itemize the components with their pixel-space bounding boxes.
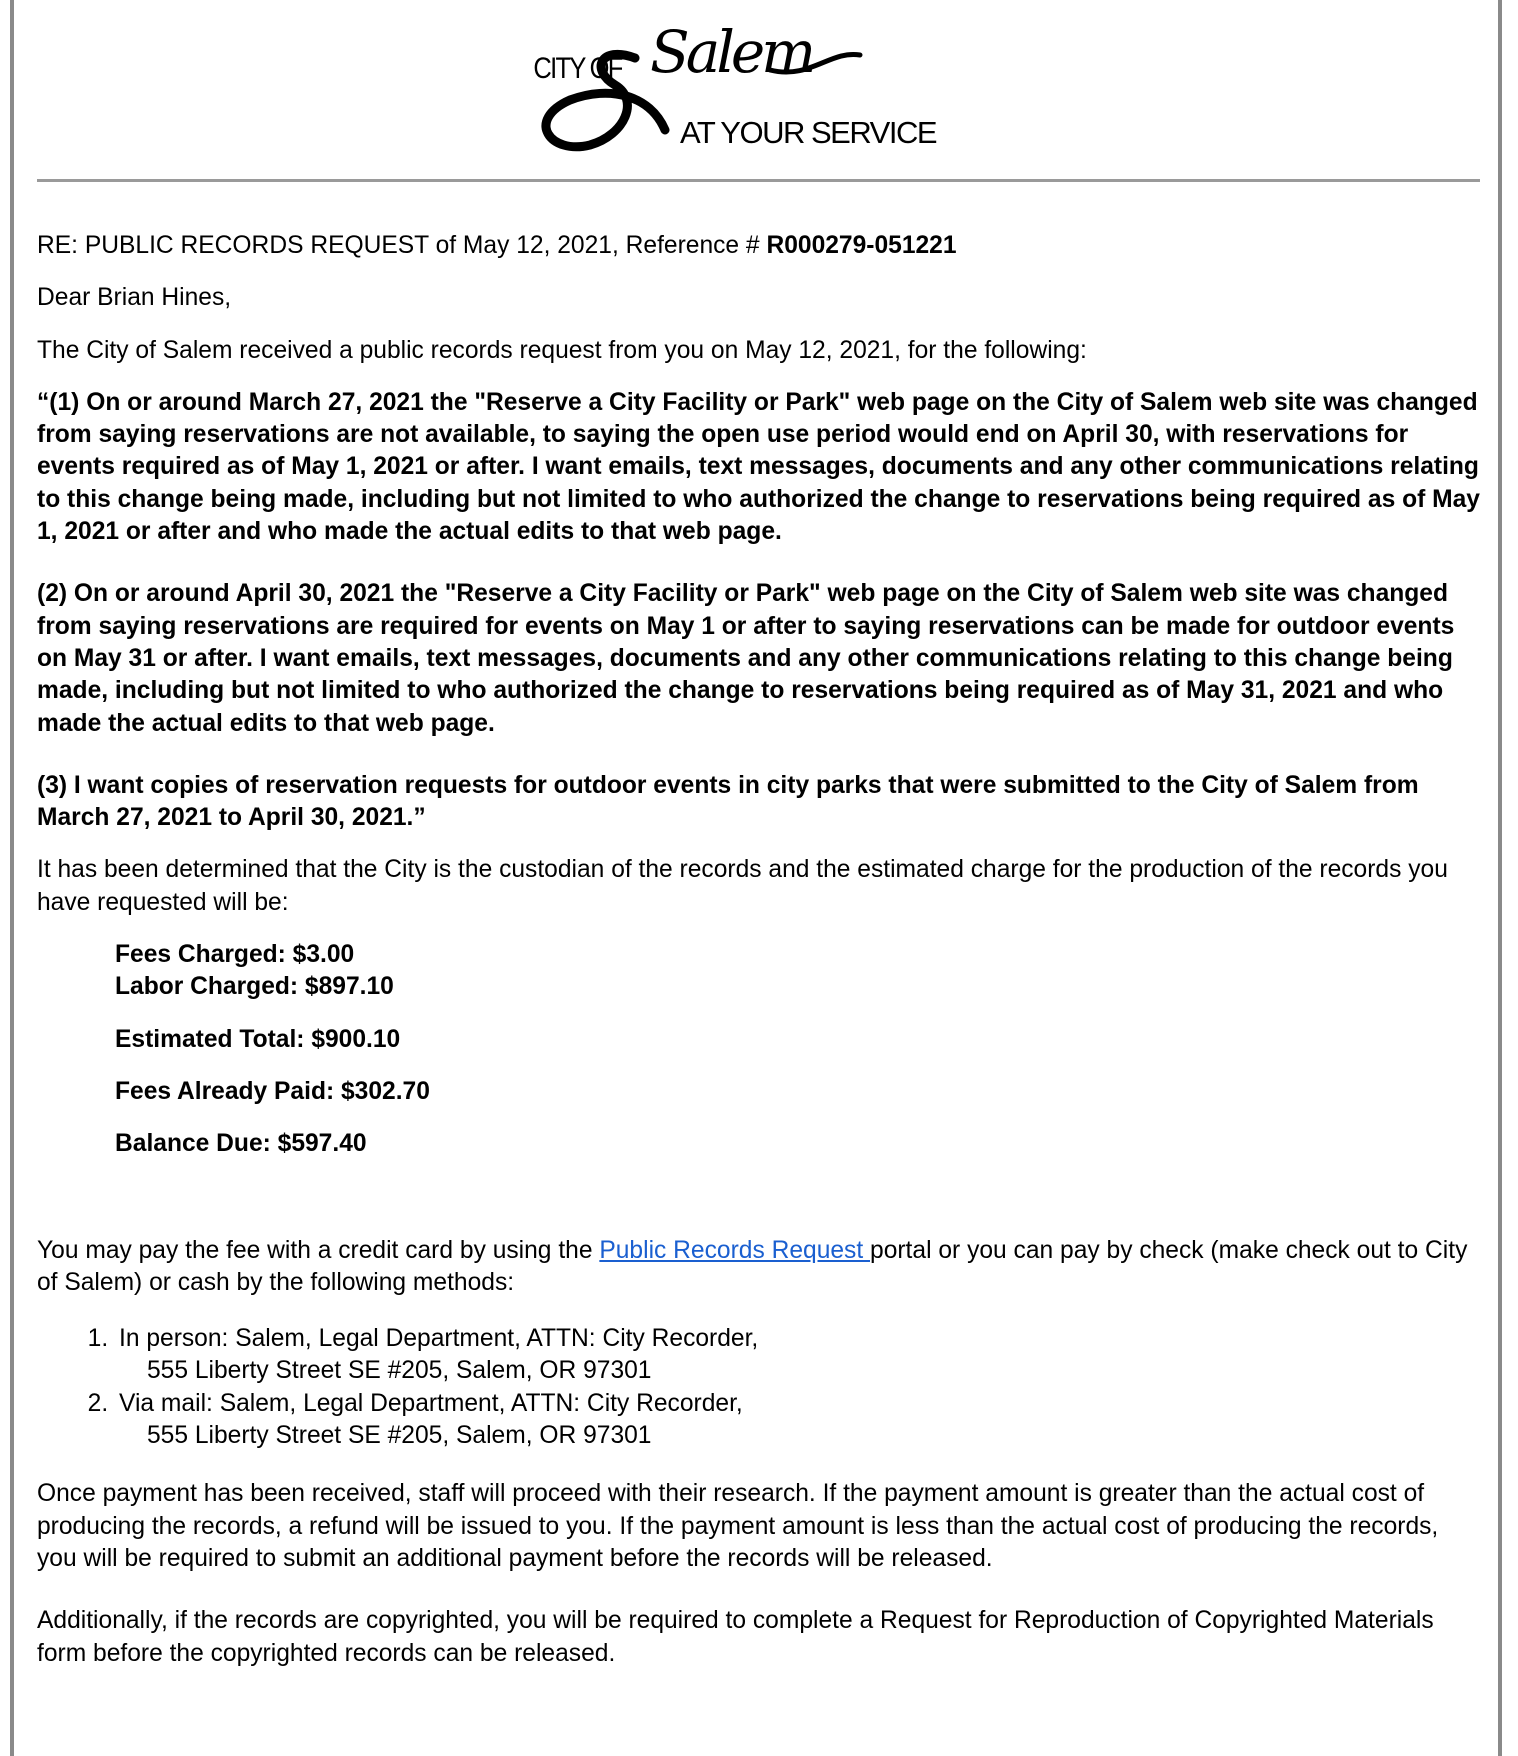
payment-method-mail [115, 1388, 1482, 1453]
logo-script: Salem [650, 18, 813, 86]
city-of-salem-logo [530, 0, 980, 160]
method-address: 555 Liberty Street SE #205, Salem, OR 97301 [147, 1357, 652, 1385]
fee-summary [115, 939, 1482, 1160]
method-line: In person: Salem, Legal Department, ATTN: City Recorder, [119, 1325, 759, 1353]
request-item-1: “(1) On or around March 27, 2021 the "Reserve a City Facility or Park" web page on the City of Salem web site was changed from saying reservations are not available, to saying the open use period would end on April 30, with reservations for events required as of May 1, 2021 or after. I want emails, text messages, documents and any other communications relating to this change being made, including but not limited to who authorized the change to reservations being required as of May 1, 2021 or after and who made the actual edits to that web page. [37, 388, 1480, 546]
payment-methods-list [37, 1323, 1482, 1452]
labor-charged: Labor Charged: $897.10 [115, 973, 394, 1001]
estimated-total [115, 1024, 1482, 1056]
subject-prefix: RE: PUBLIC RECORDS REQUEST of May 12, 2021, Reference # [37, 232, 767, 259]
fees-already-paid: Fees Already Paid: $302.70 [115, 1077, 430, 1105]
logo-tagline: AT YOUR SERVICE [680, 115, 937, 150]
intro-text: The City of Salem received a public records request from you on May 12, 2021, for the following: [37, 336, 1087, 364]
copyright-notice-text: Additionally, if the records are copyrighted, you will be required to complete a Request for Reproduction of Copyrighted Materials form before the copyrighted records can be released. [37, 1607, 1434, 1667]
header-divider [37, 179, 1480, 182]
payment-text-before: You may pay the fee with a credit card by using the [37, 1236, 600, 1264]
request-item-2: (2) On or around April 30, 2021 the "Reserve a City Facility or Park" web page on the City of Salem web site was changed from saying reservations are required for events on May 1 or after to saying reservations can be made for outdoor events on May 31 or after. I want emails, text messages, documents and any other communications relating to this change being made, including but not limited to who authorized the change to reservations being required as of May 31, 2021 and who made the actual edits to that web page. [37, 580, 1455, 737]
salutation: Dear Brian Hines, [37, 284, 232, 312]
balance-due: Balance Due: $597.40 [115, 1130, 367, 1158]
method-address: 555 Liberty Street SE #205, Salem, OR 97301 [147, 1422, 652, 1450]
determination-text: It has been determined that the City is the custodian of the records and the estimated charge for the production of the records you have requested will be: [37, 856, 1448, 916]
fees-charged: Fees Charged: $3.00 [115, 941, 355, 969]
payment-method-in-person [115, 1323, 1482, 1388]
refund-policy-text: Once payment has been received, staff will proceed with their research. If the payment amount is greater than the actual cost of producing the records, a refund will be issued to you. If the payment amount is less than the actual cost of producing the records, you will be required to submit an additional payment before the records will be released. [37, 1480, 1439, 1572]
public-records-request-link[interactable]: Public Records Request [599, 1236, 871, 1264]
payment-text-after: portal or you can pay by check (make check out to City of Salem) or cash by the following methods: [37, 1236, 1468, 1296]
letter-body [37, 230, 1482, 1670]
method-line: Via mail: Salem, Legal Department, ATTN: City Recorder, [119, 1389, 743, 1417]
estimated-total-value: : $900.10 [296, 1025, 401, 1053]
logo-city-of: CITY OF [533, 51, 622, 85]
payment-instructions [37, 1235, 1482, 1300]
reference-number: R000279-051221 [766, 232, 957, 259]
estimated-total-label: Estimated Total [115, 1025, 297, 1053]
subject-line [37, 230, 1482, 262]
request-item-3: (3) I want copies of reservation requests for outdoor events in city parks that were submitted to the City of Salem from March 27, 2021 to April 30, 2021.” [37, 771, 1419, 832]
